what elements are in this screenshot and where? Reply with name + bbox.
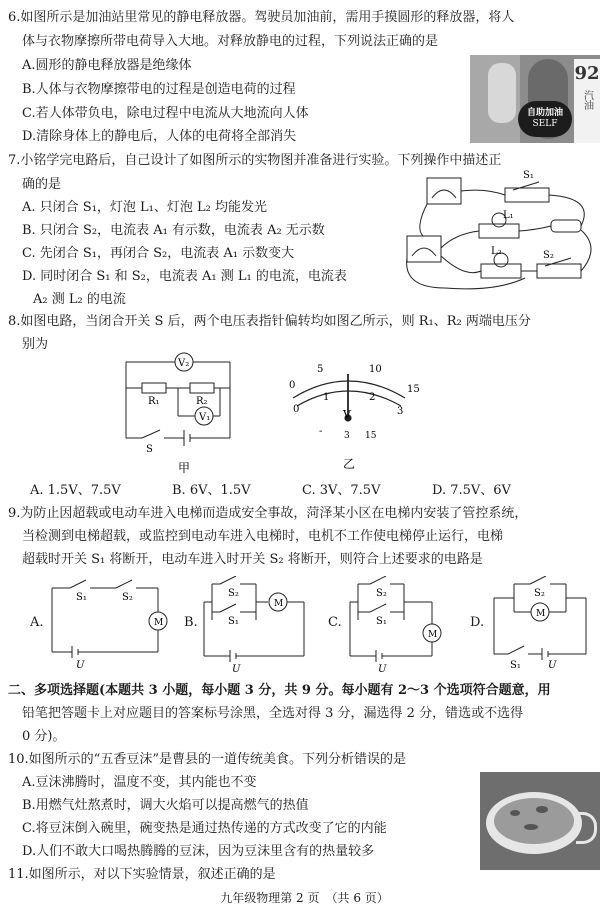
q8-option-a: A. 1.5V、7.5V [30, 483, 121, 498]
label-s1: S₁ [228, 616, 239, 627]
switch-s2-icon [116, 580, 132, 588]
q7-option-c: C. 先闭合 S₁，再闭合 S₂，电流表 A₁ 示数变大 [22, 246, 295, 261]
q8-stem-line2: 别为 [22, 337, 49, 352]
switch-s1-icon [220, 604, 236, 612]
q6-option-c: C.若人体带负电，除电过程中电流从大地流向人体 [22, 106, 309, 121]
label-s1: S₁ [376, 616, 387, 627]
q9-option-d-label: D. [470, 615, 485, 630]
q6-stem-line2: 体与衣物摩擦所带电荷导入大地。对释放静电的过程，下列说法正确的是 [22, 34, 439, 49]
soup-surface [494, 798, 574, 844]
section2-line2: 铅笔把答题卡上对应题目的答案标号涂黑，全选对得 3 分，漏选得 2 分，错选或不选得 [22, 706, 524, 721]
photo-number: 92 [574, 63, 600, 84]
switch-s1-icon [70, 580, 86, 588]
q9-option-c-label: C. [328, 615, 342, 630]
pump-sign [574, 59, 600, 143]
label-s2: S₂ [376, 588, 387, 599]
q7-circuit-figure [405, 168, 603, 296]
q9-stem-line3: 超载时开关 S₁ 将断开，电动车进入时开关 S₂ 将断开，则符合上述要求的电路是 [22, 552, 483, 567]
discharger-badge [518, 101, 572, 137]
bottom-tick-0: 0 [293, 404, 300, 415]
q10-stem: 10.如图所示的“五香豆沫”是曹县的一道传统美食。下列分析错误的是 [8, 752, 406, 767]
photo-label-1: 自助加油 [526, 108, 563, 118]
q8-option-b: B. 6V、1.5V [172, 483, 251, 498]
switch-s2-icon [530, 576, 546, 584]
label-s2: S₂ [534, 588, 545, 599]
q6-option-a: A.圆形的静电释放器是绝缘体 [22, 58, 192, 73]
label-u: U [378, 664, 387, 672]
label-u: U [548, 660, 557, 671]
q7-stem-line2: 确的是 [22, 177, 62, 192]
bottom-tick-1: 1 [323, 392, 330, 403]
dial-outer-arc [293, 381, 405, 398]
q7-label-s2: S₂ [543, 250, 554, 261]
q8-label-r1: R₁ [148, 396, 160, 407]
bowl-handle [576, 812, 597, 844]
q7-stem-line1: 7.小铭学完电路后，自己设计了如图所示的实物图并准备进行实验。下列操作中描述正 [8, 153, 502, 168]
q7-label-l1: L₁ [503, 210, 514, 221]
q10-option-a: A.豆沫沸腾时，温度不变，其内能也不变 [22, 775, 257, 790]
switch-s2-icon [537, 264, 581, 278]
q7-label-l2: L₂ [491, 246, 502, 257]
q7-option-b: B. 只闭合 S₂，电流表 A₁ 有示数，电流表 A₂ 无示数 [22, 223, 325, 238]
q6-stem-line1: 6.如图所示是加油站里常见的静电释放器。驾驶员加油前，需用手摸圆形的释放器，将人 [8, 10, 515, 25]
q8-caption-b: 乙 [343, 457, 356, 471]
q8-option-d: D. 7.5V、6V [432, 483, 511, 498]
resistor-r1-icon [142, 383, 166, 393]
label-s1: S₁ [510, 660, 521, 671]
ammeter-a1-icon [427, 178, 461, 204]
bottom-tick-2: 2 [369, 392, 376, 403]
switch-s1-icon [370, 604, 386, 612]
switch-s2-icon [370, 576, 386, 584]
battery-icon [551, 220, 581, 232]
q7-option-a: A. 只闭合 S₁，灯泡 L₁、灯泡 L₂ 均能发光 [22, 200, 267, 215]
top-tick-5: 5 [317, 364, 324, 375]
q6-option-b: B.人体与衣物摩擦带电的过程是创造电荷的过程 [22, 82, 296, 97]
q7-label-s1: S₁ [523, 170, 534, 181]
ammeter-a2-icon [407, 236, 441, 262]
bottom-tick-3: 3 [397, 406, 404, 417]
q9-circuit-b [198, 576, 314, 672]
top-tick-0: 0 [289, 380, 296, 391]
q8-label-r2: R₂ [196, 396, 208, 407]
terminal-15: 15 [365, 431, 377, 441]
bulb-l1-base [479, 224, 519, 238]
palm-shape [488, 63, 516, 123]
q8-label-v2: V₂ [178, 358, 190, 369]
top-tick-15: 15 [407, 384, 420, 395]
q8-label-s: S [146, 444, 153, 455]
q9-stem-line1: 9.为防止因超载或电动车进入电梯而造成安全事故，菏泽某小区在电梯内安装了管控系统， [8, 506, 528, 521]
q7-option-d-line2: A₂ 测 L₂ 的电流 [33, 292, 126, 307]
dial-unit: V [343, 408, 351, 421]
label-u: U [76, 660, 85, 671]
top-tick-10: 10 [369, 364, 382, 375]
q6-photo-static-discharger [470, 55, 600, 143]
label-m: M [154, 618, 164, 628]
q8-label-v1: V₁ [199, 412, 211, 423]
q9-stem-line2: 当检测到电梯超载，或监控到电动车进入电梯时，电机不工作使电梯停止运行，电梯 [22, 529, 504, 544]
q8-figure-a [120, 348, 250, 476]
terminal-minus: - [319, 426, 323, 437]
resistor-r2-icon [190, 383, 214, 393]
q10-option-d: D.人们不敢大口喝热腾腾的豆沫，因为豆沫里含有的热量较多 [22, 844, 375, 859]
label-m: M [536, 609, 546, 619]
q6-option-d: D.清除身体上的静电后，人体的电荷将全部消失 [22, 129, 297, 144]
section2-line1: 二、多项选择题(本题共 3 小题，每小题 3 分，共 9 分。每小题有 2～3 个选项符合题意，用 [8, 683, 551, 698]
q8-caption-a: 甲 [178, 461, 191, 475]
section2-line3: 0 分)。 [22, 729, 66, 744]
switch-s-icon [142, 430, 160, 438]
q9-circuit-d [486, 576, 596, 672]
label-s2: S₂ [122, 592, 133, 603]
q10-option-b: B.用燃气灶熬煮时，调大火焰可以提高燃气的热值 [22, 798, 309, 813]
q9-circuit-c [344, 576, 444, 672]
q8-stem-line1: 8.如图电路，当闭合开关 S 后，两个电压表指针偏转均如图乙所示，则 R₁、R₂ 两端电压分 [8, 314, 531, 329]
q9-option-a-label: A. [30, 615, 44, 630]
photo-label-2: SELF [532, 119, 558, 129]
bulb-l2-base [481, 264, 521, 278]
label-s1: S₁ [76, 592, 87, 603]
q8-option-c: C. 3V、7.5V [302, 483, 381, 498]
switch-s1-icon [505, 188, 549, 202]
q7-option-d-line1: D. 同时闭合 S₁ 和 S₂，电流表 A₁ 测 L₁ 的电流，电流表 [22, 269, 347, 284]
q10-photo-soup-bowl [480, 772, 600, 870]
switch-s1-icon [508, 646, 524, 654]
q10-option-c: C.将豆沫倒入碗里，碗变热是通过热传递的方式改变了它的内能 [22, 821, 387, 836]
q9-option-b-label: B. [184, 615, 198, 630]
label-m: M [428, 630, 438, 640]
switch-s2-icon [220, 576, 236, 584]
q11-stem: 11.如图所示，对以下实验情景，叙述正确的是 [8, 867, 276, 882]
label-m: M [274, 599, 284, 609]
page-footer: 九年级物理第 2 页 （共 6 页） [220, 891, 389, 905]
dial-inner-arc [297, 391, 401, 406]
q8-figure-b-voltmeter-dial [275, 356, 425, 476]
q9-circuit-a [46, 576, 172, 672]
terminal-3: 3 [344, 431, 350, 441]
label-s2: S₂ [228, 588, 239, 599]
photo-side-text: 汽油 [581, 90, 593, 110]
label-u: U [232, 664, 241, 672]
